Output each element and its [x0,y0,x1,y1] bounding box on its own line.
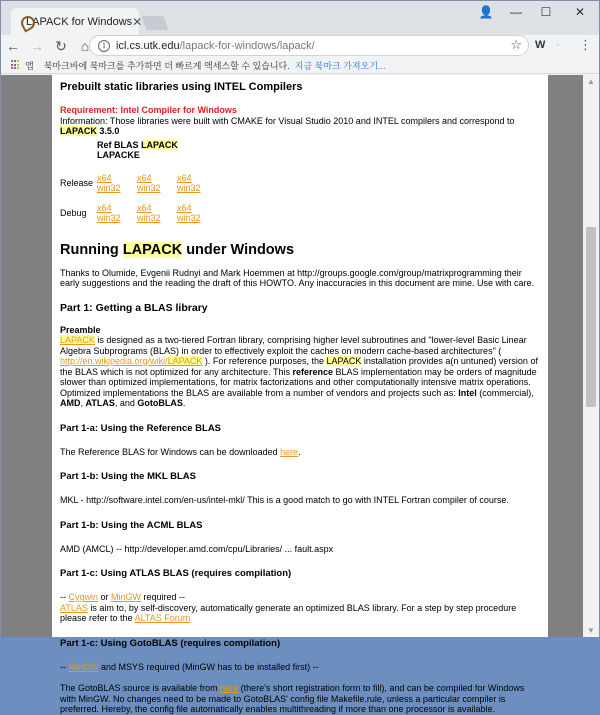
bookmarks-bar [1,57,599,74]
goto-text-2: (there's short registration form to fill), and can be compiled for Windows with MinGW. No changes need to be made to GotoBLAS' config file Makefile.rule, unless a particular compiler is preferred. Hereby, the config file automatically enables multithreading if more than one processor is available. [60,683,525,714]
wikipedia-link-lapack: LAPACK [167,356,203,366]
mingw-link[interactable]: MinGW [111,592,142,602]
link-x64[interactable]: x64 [137,172,152,183]
preamble-amd: AMD [60,398,81,408]
altas-forum-link[interactable]: ALTAS Forum [134,613,191,623]
header-ref-blas: Ref BLAS [97,139,139,150]
info-paragraph [60,116,540,137]
extension-dot-icon[interactable]: · [556,39,560,51]
preamble-text-2: ). For reference purposes, the [202,356,327,366]
profile-icon[interactable]: 👤 [478,5,494,19]
address-bar[interactable] [89,35,529,56]
tab-lapack-for-windows[interactable] [11,8,143,35]
home-button[interactable]: ⌂ [80,38,90,54]
tab-strip [1,1,599,35]
atlas-pre: -- [60,592,69,602]
thanks-paragraph: Thanks to Olumide, Evgenii Rudnyi and Mark Hoemmen at http://groups.google.com/group/matrixprogramming their early suggestions and the reading the draft of this HOWTO. Any inaccuracies in this document are mine. Use with care. [60,267,535,288]
vertical-scrollbar[interactable] [583,75,599,637]
info-prefix: Information: Those libraries were built with CMAKE for Visual Studio 2010 and INTEL compilers and correspond to [60,115,515,126]
table-corner [60,140,97,168]
part1c-gotoblas-heading: Part 1-c: Using GotoBLAS (requires compilation) [60,637,281,649]
bookmark-star-icon[interactable]: ☆ [510,37,522,52]
reference-blas-here-link[interactable]: here [280,446,299,457]
part1b-acml-heading: Part 1-b: Using the ACML BLAS [60,519,203,531]
libraries-table [60,140,217,228]
menu-icon[interactable]: ⋮ [579,37,592,52]
mingw-link-2[interactable]: MinGW [68,661,99,672]
requirement-text: Requirement: Intel Compiler for Windows [60,105,237,115]
url-text[interactable] [116,40,315,52]
table-row-debug [60,198,217,228]
preamble-atlas: ATLAS [85,398,115,408]
gotoblas-paragraph [60,683,540,715]
gotoblas-here-link[interactable]: here [220,683,239,693]
part1a-text: The Reference BLAS for Windows can be downloaded [60,446,281,457]
cygwin-link[interactable]: Cygwin [68,592,99,602]
link-x64[interactable]: x64 [177,172,192,183]
part1-heading: Part 1: Getting a BLAS library [60,301,208,314]
info-lapack: LAPACK [60,126,97,136]
preamble-lapack-2: LAPACK [326,356,362,366]
part1c-atlas-paragraph [60,592,540,624]
link-win32[interactable]: win32 [137,212,161,223]
atlas-link[interactable]: ATLAS [60,602,88,613]
maximize-button[interactable]: ☐ [540,5,552,19]
part1c-gotoblas-requirements [60,662,540,673]
part1a-paragraph [60,447,540,458]
part1a-end: . [298,446,301,457]
link-win32[interactable]: win32 [177,212,201,223]
info-version: 3.5.0 [99,126,120,136]
goto-req-text: and MSYS required (MinGW has to be installed first) -- [98,661,319,672]
forward-button[interactable]: → [30,38,44,54]
preamble-text-6: , [80,398,86,408]
link-x64[interactable]: x64 [177,202,192,213]
apps-grid-icon[interactable] [11,60,21,70]
wikipedia-link-text: http://en.wikipedia.org/wiki/ [60,356,168,366]
bookmarks-hint: 북마크바에 북마크를 추가하면 더 빠르게 액세스할 수 있습니다. [43,60,290,71]
table-headers [97,140,217,168]
close-window-button[interactable]: ✕ [574,5,586,19]
preamble-text-8: . [182,398,186,408]
part1b-acml-paragraph: AMD (AMCL) -- http://developer.amd.com/cpu/Libraries/ ... fault.aspx [60,543,334,554]
preamble-text-3: installation provides a(n untuned) version of the BLAS which is not optimized for any architecture. This [60,356,538,377]
preamble-intel: Intel [458,387,477,398]
preamble-paragraph [60,325,540,409]
new-tab-button[interactable] [141,16,168,30]
running-post: under Windows [182,241,295,258]
running-lapack: LAPACK [122,241,183,258]
row-label: Debug [60,207,87,218]
lapack-link[interactable]: LAPACK [60,335,95,345]
part1c-atlas-heading: Part 1-c: Using ATLAS BLAS (requires compilation) [60,568,292,579]
extension-w-icon[interactable]: W [535,39,546,51]
table-row-release [60,168,217,198]
link-x64[interactable]: x64 [97,172,112,183]
running-heading [60,242,540,258]
preamble-text-4: BLAS implementation may be orders of magnitude slower than optimized implementations, for matrix factorizations and other computationally intensive matrix operations. Optimized implementations the BLAS are available from a number of vendors and projects such as: [60,366,537,398]
row-label: Release [60,177,94,188]
running-pre: Running [60,241,123,258]
part1a-heading: Part 1-a: Using the Reference BLAS [60,422,222,434]
scroll-down-arrow-icon[interactable]: ▼ [587,626,595,635]
part1b-mkl-paragraph: MKL - http://software.intel.com/en-us/intel-mkl/ This is a good match to go with INTEL Fortran compiler of course. [60,495,509,505]
preamble-reference: reference [292,366,333,377]
tab-close-icon[interactable]: ✕ [132,14,143,29]
atlas-or: or [98,592,112,602]
scrollbar-thumb[interactable] [586,227,596,407]
header-lapacke: LAPACKE [97,149,140,160]
minimize-button[interactable]: — [510,5,522,19]
prebuilt-heading: Prebuilt static libraries using INTEL Compilers [60,81,303,93]
apps-label[interactable]: 앱 [25,60,34,71]
url-host: icl.cs.utk.edu [116,39,180,52]
back-button[interactable]: ← [6,38,20,54]
preamble-text-1: is designed as a two-tiered Fortran library, comprising higher level subroutines and "lower-level Basic Linear Algebra Subprograms (BLAS) in order to effectively exploit the caches on modern cache-based architectures" ( [60,335,527,356]
preamble-text-5: (commercial), [476,387,534,398]
preamble-gotoblas: GotoBLAS [137,398,183,408]
link-win32[interactable]: win32 [97,182,121,193]
scroll-up-arrow-icon[interactable]: ▲ [587,77,595,86]
wikipedia-link[interactable] [60,356,202,366]
link-x64[interactable]: x64 [137,202,152,213]
page-viewport [1,75,599,714]
link-win32[interactable]: win32 [177,182,201,193]
goto-pre: -- [60,661,69,672]
link-x64[interactable]: x64 [97,202,112,213]
part1b-mkl-heading: Part 1-b: Using the MKL BLAS [60,471,196,482]
info-icon[interactable]: i [98,40,110,52]
preamble-text-7: , and [114,398,138,408]
import-bookmarks-link[interactable]: 지금 북마크 가져오기... [294,60,386,71]
toolbar [1,35,599,57]
page-content [52,75,548,714]
preamble-label: Preamble [60,324,101,335]
header-lapack: LAPACK [141,139,178,150]
reload-button[interactable]: ↻ [55,37,67,54]
link-win32[interactable]: win32 [137,182,161,193]
goto-text-1: The GotoBLAS source is available from [60,683,221,693]
atlas-required: required -- [141,592,186,602]
link-win32[interactable]: win32 [97,212,121,223]
atlas-text: is aim to, by self-discovery, automatically generate an optimized BLAS library. For a step by step procedure please refer to the [60,602,517,623]
tab-title: LAPACK for Windows [26,15,133,28]
url-path: /lapack-for-windows/lapack/ [179,39,315,52]
table-header-row [60,140,217,168]
